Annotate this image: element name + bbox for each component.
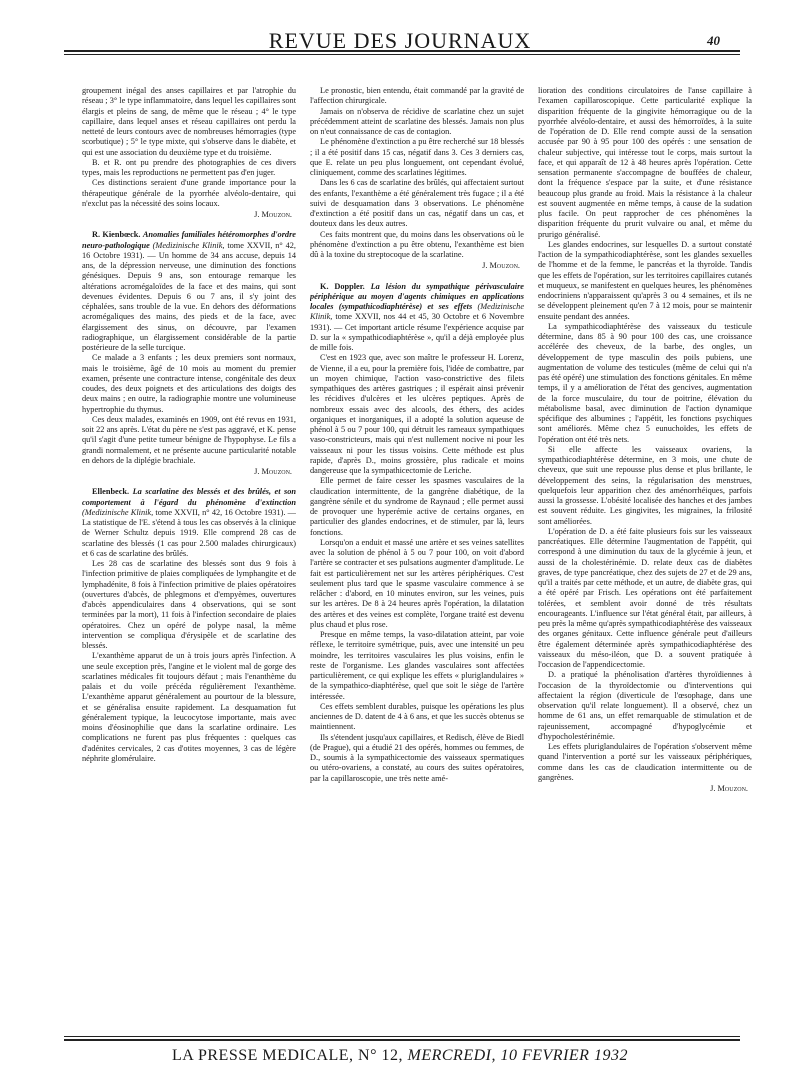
paragraph: Ces distinctions seraient d'une grande importance pour la thérapeutique générale de la pyorrhée alvéolo-dentaire, qui n'exclut pas la nécessité des soins locaux. (82, 178, 296, 208)
paragraph: Dans les 6 cas de scarlatine des brûlés, qui affectaient surtout des enfants, l'exanthème a été généralement très fugace ; il a été suivi de desquamation dans 3 observations. Le phénomène d'extinction a été positif dans un cas, négatif dans un cas, et douteux dans les deux autres. (310, 178, 524, 229)
paragraph: L'opération de D. a été faite plusieurs fois sur les vaisseaux pancréatiques. Elle détermine l'augmentation de l'appétit, qui correspond à une diminution du taux de la glycémie à jeun, et aussi de la cholestérinémie. D. relate deux cas de diabètes graves, de type pancréatique, chez des sujets de 27 et de 29 ans, qu'il a traités par cette méthode, et un autre, de diabète gras, qui a été opéré par Frisch. Les opérations ont été parfaitement tolérées, et semblent avoir donné de très résultats encourageants. L'influence sur l'état général était, par ailleurs, à peu près la même qu'après sympathicodiaphtérèse des vaisseaux des organes génitaux. Cette influence générale peut d'ailleurs être également déterminée après sympathicodiaphtérèse des vaisseaux du méso-iléon, que D. a souvent pratiquée à l'occasion de l'appendicectomie. (538, 526, 752, 669)
signature: J. Mouzon. (710, 784, 748, 793)
article-source: (Medizinische Klinik, (310, 302, 524, 322)
footer-rule-thin (64, 1036, 740, 1037)
paragraph: Si elle affecte les vaisseaux ovariens, la sympathicodiaphtérèse détermine, en 3 mois, une chute de cheveux, que suit une repousse plus dense et plus brillante, le développement des seins, la régularisation des menstrues, quelquefois leur apparition chez des aménorrhéiques, parfois aussi la grossesse. L'obésité localisée des hanches et des jambes est souvent réduite. Les gingivites, les migraines, la frilosité sont améliorées. (538, 444, 752, 526)
paragraph: Lorsqu'on a enduit et massé une artère et ses veines satellites avec la solution de phénol à 5 ou 7 pour 100, on voit d'abord l'artère se contracter et ses pulsations augmenter d'amplitude. Le fait est particulièrement net sur les artères périphériques. C'est seulement plus tard que le spasme vasculaire commence à se relâcher : d'abord, en 10 minutes environ, sur les veines, puis sur les artères. De 8 à 24 heures après l'opération, la dilatation des artères et des veines est complète, l'organe traité est devenu plus chaud et plus rose. (310, 537, 524, 629)
article-heading (310, 282, 524, 354)
article-author: Ellenbeck. (92, 487, 130, 497)
paragraph: Les 28 cas de scarlatine des blessés sont dus 9 fois à l'infection primitive de plaies compliquées de lymphangite et de lymphadénite, 8 fois à l'infection primitive de plaies opératoires (ouvertures d'abcès, de phlegmons et d'empyèmes, ouvertures d'abcès appendiculaires dans 4 observations, qui se sont terminées par la mort), 11 fois à l'infection secondaire de plaies opératoires. Chez un opéré de polype nasal, la même intervention se compliqua d'érysipèle et de scarlatine des blessés. (82, 559, 296, 650)
paragraph: L'exanthème apparut de un à trois jours après l'infection. A une seule exception près, l'angine et le violent mal de gorge des scarlatines médicales fit toujours défaut ; mais l'enanthème du palais et du voile précéda régulièrement l'exanthème. L'exanthème apparut généralement au pourtour de la blessure, et se généralisa ensuite rapidement. La desquamation fut généralement typique, la leucocytose importante, mais avec moins d'éosinophilie que dans la scarlatine ordinaire. Les complications ne furent pas plus fréquentes : quelques cas d'adénites cervicales, 2 cas d'otites moyennes, 3 cas de légère néphrite glomérulaire. (82, 651, 296, 763)
signature: J. Mouzon. (482, 261, 520, 271)
journal-footer (0, 1047, 800, 1065)
article-reference: tome XXVII, n° 42, 16 Octobre 1931). — Un homme de 34 ans accuse, depuis 14 ans, de la dépression nerveuse, une diminution des fonctions génésiques. Depuis 9 ans, son entourage remarque les altérations acromégaloïdes de la face et des mains, qui sont devenues évidentes. Depuis 6 ou 7 ans, il s'y joint des céphalées, sans trouble de la vue. En dehors des déformations acromégaliques des mains, des pieds et de la face, avec élargissement des sinus, on découvre, par l'examen radiographique, un élargissement considérable de la partie postérieure de la selle turcique. (82, 240, 296, 352)
paragraph: Elle permet de faire cesser les spasmes vasculaires de la claudication intermittente, de la gangrène diabétique, de la gangrène sénile et du syndrome de Raynaud ; elle permet aussi de provoquer une hyperémie active de certains organes, en particulier des glandes endocrines, et de stimuler, par là, leurs fonctions. (310, 476, 524, 537)
article-source: (Medizinische Klinik, (82, 507, 154, 517)
footer-date: MERCREDI, 10 FEVRIER 1932 (407, 1047, 628, 1064)
paragraph: Ils s'étendent jusqu'aux capillaires, et Redisch, élève de Biedl (de Prague), qui a étudié 21 des opérés, hommes ou femmes, de D., soumis à la sympathicectomie des vaisseaux spermatiques ou utéro-ovariens, a constaté, au cours des suites opératoires, par la capillaroscopie, une très nette amé- (310, 732, 524, 783)
column-3 (538, 86, 752, 1030)
paragraph: La sympathicodiaphtérèse des vaisseaux du testicule détermine, dans 85 à 90 pour 100 des cas, une croissance accélérée des cheveux, de la barbe, des ongles, un développement de type masculin des poils pubiens, une augmentation de volume des testicules (même de celui qui n'a pas été opéré) une stimulation des fonctions génitales. En même temps, il y a amélioration de l'état des gencives, augmentation de la force musculaire, du tour de poitrine, élévation du métabolisme basal, avec diminution de l'action dynamique spécifique des albumines ; l'appétit, les fonctions psychiques sont améliorés. Même chez 5 eunuchoïdes, les effets de l'opération ont été très nets. (538, 321, 752, 444)
paragraph: Ces deux malades, examinés en 1909, ont été revus en 1931, soit 22 ans après. L'état du père ne s'est pas aggravé, et K. pense qu'il s'agit d'une petite tumeur bénigne de l'hypophyse. Le fils a grandi normalement, et ne présente aucune particularité notable en dehors de la diplégie brachiale. (82, 414, 296, 465)
article-title: Anomalies familiales hétéromorphes d'ordre neuro-pathologique (82, 230, 296, 250)
paragraph: D. a pratiqué la phénolisation d'artères thyroïdiennes à l'occasion de la thyroïdectomie ou d'interventions qui affectaient la région (diverticule de l'œsophage, dans une observation qu'il relate longuement). Il a observé, chez un homme de 61 ans, un effet remarquable de stimulation et de rajeunissement, accompagné d'hypoglycémie et d'hypocholestérinémie. (538, 670, 752, 741)
paragraph: Ces faits montrent que, du moins dans les observations où le phénomène d'extinction a pu être obtenu, l'exanthème est bien dû à la toxine du streptocoque de la scarlatine. (310, 229, 524, 259)
article-title: La scarlatine des blessés et des brûlés, et son comportement à l'égard du phénomène d'extinction (82, 487, 296, 507)
paragraph: lioration des conditions circulatoires de l'anse capillaire à l'examen capillaroscopique. Cette particularité explique la disparition fréquente de la gingivite hémorragique ou de la pyorrhée alvéolo-dentaire, et aussi des hémorroïdes, à la suite de l'opération de D. Elle rend compte aussi de la sensation accusée par 90 à 95 pour 100 des opérés : une sensation de chaleur subjective, qui intéresse tout le corps, mais surtout la face, et qui apparaît de 12 à 48 heures après l'opération. Cette sensation permanente s'accompagne de bouffées de chaleur, dont la fréquence s'espace par la suite, et d'une résistance beaucoup plus grande au froid. Mais la résistance à la chaleur est souvent augmentée en même temps, à cause de la sudation plus facile. On peut rapprocher de ces phénomènes la disparition fréquente du prurit vulvaire ou anal, et même du prurigo généralisé. (538, 86, 752, 239)
paragraph: groupement inégal des anses capillaires et par l'atrophie du réseau ; 3° le type inflammatoire, dans lequel les capillaires sont élargis et pleins de sang, de même que le réseau ; 4° le type capillaire, dans lequel anses et réseau capillaires ont perdu la netteté de leurs contours avec de nombreuses hémorragies (type scorbutique) ; 5° le type mixte, qui s'observe dans le diabète, et qui est une association du deuxième type et du troisième. (82, 86, 296, 157)
column-1 (82, 86, 296, 1030)
paragraph: Le pronostic, bien entendu, était commandé par la gravité de l'affection chirurgicale. (310, 86, 524, 106)
article-reference: tome XXVII, nos 44 et 45, 30 Octobre et 6 Novembre 1931). — Cet important article résume l'expérience acquise par D. sur la « sympathicodiaphtérèse », qu'il a déjà employée plus de mille fois. (310, 312, 524, 352)
paragraph: Les glandes endocrines, sur lesquelles D. a surtout constaté l'action de la sympathicodiaphtérèse, sont les glandes sexuelles de l'homme et de la femme, le pancréas et la thyroïde. Tandis que les effets de l'opération, sur les territoires capillaires cutanés et muqueux, se manifestent en quelques heures, les phénomènes endocriniens n'apparaissent qu'après 3 ou 4 semaines, et ils ne se développent pleinement qu'en 7 à 12 mois, pour se maintenir ensuite pendant des années. (538, 239, 752, 321)
footer-rule (64, 1039, 740, 1041)
header-rule (64, 50, 740, 52)
paragraph: Les effets pluriglandulaires de l'opération s'observent même quand l'intervention a porté sur les vaisseaux périphériques, comme dans les cas de claudication intermittente ou de gangrènes. (538, 742, 752, 782)
paragraph: Le phénomène d'extinction a pu être recherché sur 18 blessés ; il a été positif dans 15 cas, négatif dans 3. Ces 3 derniers cas, que E. relate un peu plus longuement, ont cependant évolué, cliniquement, comme des scarlatines légitimes. (310, 137, 524, 177)
article-title: La lésion du sympathique périvasculaire périphérique au moyen d'agents chimiques en applications locales (sympathicodiaphtérèse) et ses effets (310, 281, 524, 311)
article-author: K. Doppler. (320, 281, 365, 291)
article-heading (82, 230, 296, 353)
paragraph: B. et R. ont pu prendre des photographies de ces divers types, mais les reproductions ne permettent pas d'en juger. (82, 157, 296, 177)
signature: J. Mouzon. (254, 210, 292, 219)
header-rule-thin (64, 54, 740, 55)
article-source: (Medizinische Klinik, (152, 240, 225, 250)
article-columns (82, 86, 752, 1030)
paragraph: Jamais on n'observa de récidive de scarlatine chez un sujet précédemment atteint de scarlatine des blessés. Jamais non plus on n'eut connaissance de cas de contagion. (310, 106, 524, 136)
paragraph: Ces effets semblent durables, puisque les opérations les plus anciennes de D. datent de 4 à 6 ans, et que les succès obtenus se maintiennent. (310, 701, 524, 732)
signature: J. Mouzon. (254, 467, 292, 476)
article-reference: tome XXVII, n° 42, 16 Octobre 1931). — La statistique de l'E. s'étend à tous les cas observés à la clinique de Werner Schultz depuis 1919. Elle comprend 28 cas de scarlatine des blessés (1 cas pour 2.500 malades chirurgicaux) et 6 cas de scarlatine des brûlés. (82, 507, 296, 558)
page-number: 40 (707, 33, 720, 48)
article-heading (82, 487, 296, 559)
column-2 (310, 86, 524, 1030)
footer-journal: LA PRESSE MEDICALE, N° 12, (172, 1047, 403, 1064)
paragraph: Presque en même temps, la vaso-dilatation atteint, par voie réflexe, le territoire symétrique, puis, avec une intensité un peu moindre, les territoires vasculaires les plus voisins, enfin le reste de l'organisme. Les glandes vasculaires sont affectées particulièrement, ce qui explique les effets « pluriglandulaires » de la sympathico-diaphtérèse, quel que soit le siège de l'artère intéressée. (310, 630, 524, 701)
article-author: R. Kienbœck. (92, 230, 141, 240)
paragraph: C'est en 1923 que, avec son maître le professeur H. Lorenz, de Vienne, il a eu, pour la première fois, l'idée de combattre, par un moyen chimique, l'action vaso-constrictive des filets sympathiques des artères gastriques ; il espérait ainsi prévenir les récidives d'ulcères et les ulcères peptiques. Après de nombreux essais avec des alcools, des éthers, des acides organiques et inorganiques, il a adopté la solution aqueuse de phénol à 5 ou 7 pour 100, qui détruit les rameaux sympathiques vaso-constricteurs, mais qui n'est nullement nocive ni pour les vaisseaux ni pour les tissus voisins. Cette méthode est plus rapide, d'après D., moins grossière, plus radicale et moins dangereuse que la sympathicectomie de Leriche. (310, 353, 524, 475)
journal-header-title: REVUE DES JOURNAUX (268, 28, 532, 53)
paragraph: Ce malade a 3 enfants ; les deux premiers sont normaux, mais le troisième, âgé de 10 mois au moment du premier examen, présente une contracture intense, congénitale des deux coudes, des deux poignets et des articulations des doigts des deux mains ; en outre, la radiographie montre une volumineuse hypertrophie du thymus. (82, 353, 296, 414)
